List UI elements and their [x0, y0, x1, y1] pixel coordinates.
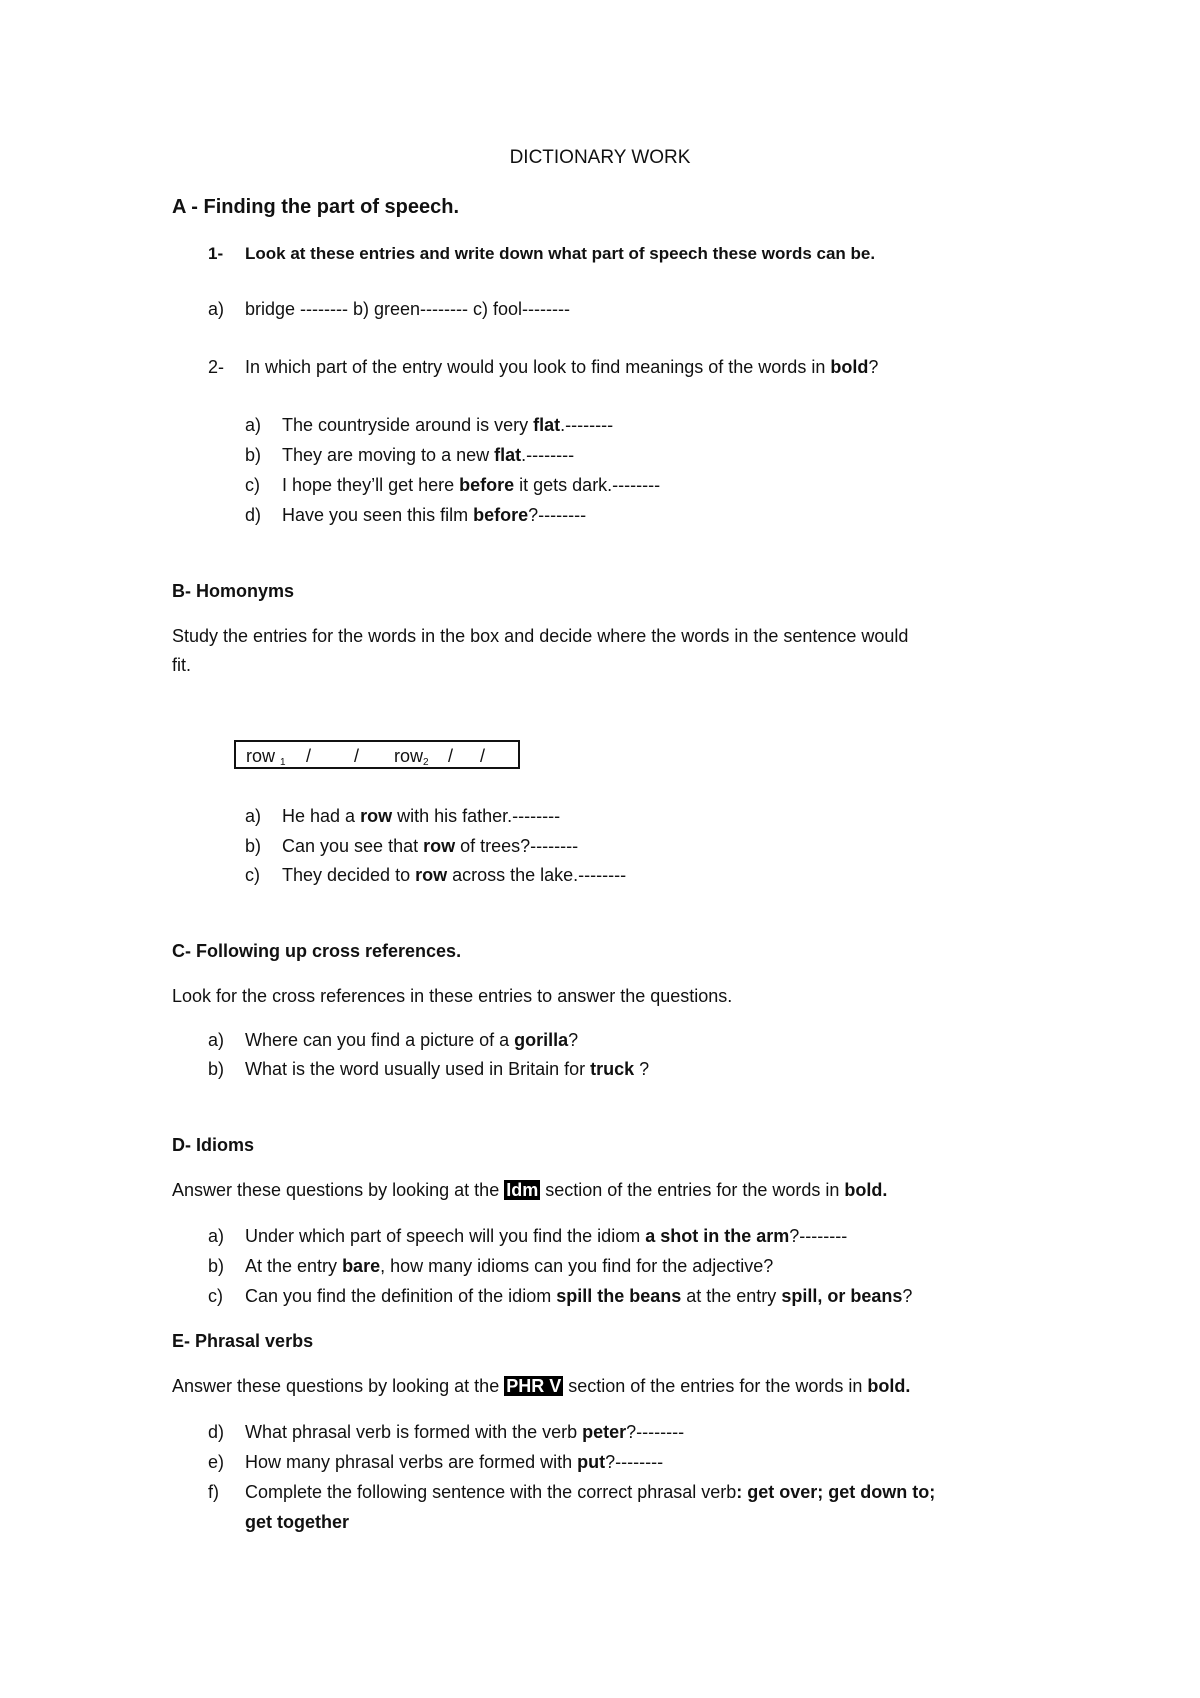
section-c-heading: C- Following up cross references. — [172, 941, 462, 961]
section-b-heading: B- Homonyms — [172, 581, 295, 601]
b-item-b-label: b) — [245, 836, 262, 856]
d-item-a: Under which part of speech will you find the idiom a shot in the arm?-------- — [245, 1226, 848, 1246]
section-d-intro: Answer these questions by looking at the Idm section of the entries for the words in bold. — [172, 1180, 888, 1200]
d-item-c: Can you find the definition of the idiom spill the beans at the entry spill, or beans? — [245, 1286, 913, 1306]
e-item-d-label: d) — [208, 1422, 225, 1442]
q2-item-b-label: b) — [245, 445, 262, 465]
q1-item-text: bridge -------- b) green-------- c) fool-------- — [245, 299, 570, 319]
phr-v-tag: PHR V — [506, 1376, 562, 1396]
d-item-a-label: a) — [208, 1226, 225, 1246]
q2-item-a-label: a) — [245, 415, 262, 435]
b-item-a-label: a) — [245, 806, 262, 826]
e-item-f-label: f) — [208, 1482, 219, 1502]
section-c-intro: Look for the cross references in these entries to answer the questions. — [172, 986, 733, 1006]
page-title: DICTIONARY WORK — [509, 147, 691, 168]
b-item-c: They decided to row across the lake.-------- — [282, 865, 627, 885]
box-word-row2: row$_2$ — [394, 746, 429, 768]
section-b-intro-line1: Study the entries for the words in the box and decide where the words in the sentence would — [172, 626, 909, 646]
q1-item-label: a) — [208, 299, 225, 319]
q1-number: 1- — [208, 244, 224, 263]
section-d-heading: D- Idioms — [172, 1135, 255, 1155]
section-b-intro-line2: fit. — [172, 655, 192, 675]
section-e-heading: E- Phrasal verbs — [172, 1331, 314, 1351]
e-item-d: What phrasal verb is formed with the verb peter?-------- — [245, 1422, 685, 1442]
q2-number: 2- — [208, 357, 225, 377]
d-item-b: At the entry bare, how many idioms can you find for the adjective? — [245, 1256, 774, 1276]
q2-item-a: The countryside around is very flat.-------- — [282, 415, 614, 435]
e-item-e-label: e) — [208, 1452, 225, 1472]
box-slash: / — [354, 746, 360, 766]
q2-item-c: I hope they’ll get here before it gets dark.-------- — [282, 475, 661, 495]
c-item-a: Where can you find a picture of a gorilla? — [245, 1030, 579, 1050]
idm-tag: Idm — [506, 1180, 539, 1200]
c-item-a-label: a) — [208, 1030, 225, 1050]
q2-item-d-label: d) — [245, 505, 262, 525]
q1-text: Look at these entries and write down what part of speech these words can be. — [245, 244, 876, 263]
section-e-intro: Answer these questions by looking at the PHR V section of the entries for the words in bold. — [172, 1376, 911, 1396]
box-slash: / — [448, 746, 454, 766]
box-slash: / — [306, 746, 312, 766]
box-slash: / — [480, 746, 486, 766]
e-item-e: How many phrasal verbs are formed with put?-------- — [245, 1452, 664, 1472]
section-a-heading: A - Finding the part of speech. — [172, 196, 460, 218]
e-item-f-line2: get together — [245, 1512, 350, 1532]
b-item-c-label: c) — [245, 865, 260, 885]
q2-item-b: They are moving to a new flat.-------- — [282, 445, 575, 465]
c-item-b-label: b) — [208, 1059, 225, 1079]
q2-text: In which part of the entry would you look to find meanings of the words in bold? — [245, 357, 879, 377]
c-item-b: What is the word usually used in Britain for truck ? — [245, 1059, 650, 1079]
d-item-c-label: c) — [208, 1286, 223, 1306]
b-item-a: He had a row with his father.-------- — [282, 806, 561, 826]
d-item-b-label: b) — [208, 1256, 225, 1276]
homonym-box — [234, 740, 520, 769]
b-item-b: Can you see that row of trees?-------- — [282, 836, 579, 856]
box-word-row1: row $_1$ — [246, 746, 286, 768]
q2-item-c-label: c) — [245, 475, 260, 495]
e-item-f: Complete the following sentence with the correct phrasal verb: get over; get down to; — [245, 1482, 936, 1502]
q2-item-d: Have you seen this film before?-------- — [282, 505, 587, 525]
